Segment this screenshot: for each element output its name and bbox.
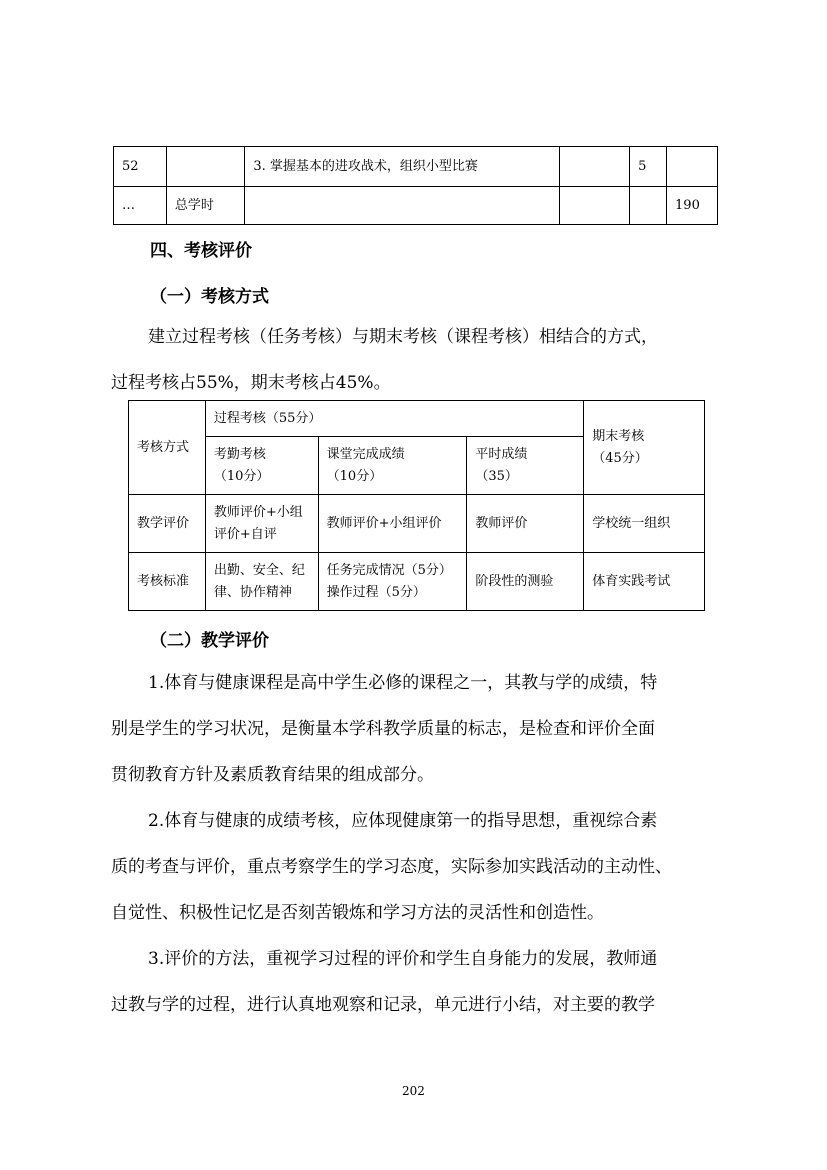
cell-line: 操作过程（5分） [326,584,426,600]
cell: 总学时 [166,187,245,225]
classwork-header [318,437,467,495]
paragraph-line: 质的考查与评价，重点考察学生的学习态度，实际参加实践活动的主动性、 [111,857,672,877]
header-line: 考勤考核 [213,446,266,462]
paragraph-line: 过教与学的过程，进行认真地观察和记录，单元进行小结，对主要的教学 [111,995,655,1015]
cell: 教学评价 [129,495,206,553]
page-number: 202 [402,1084,425,1098]
cell-line: 任务完成情况（5分） [326,562,452,578]
table-row [129,553,705,611]
cell-line: 评价+自评 [213,526,277,542]
paragraph-line: 3.评价的方法，重视学习过程的评价和学生自身能力的发展，教师通 [148,949,658,969]
attendance-header [205,437,318,495]
cell [630,187,667,225]
paragraph-line: 自觉性、积极性记忆是否刻苦锻炼和学习方法的灵活性和创造性。 [111,903,604,923]
cell: 体育实践考试 [584,553,705,611]
paragraph-line: 1.体育与健康课程是高中学生必修的课程之一，其教与学的成绩，特 [148,673,658,693]
cell: 3. 掌握基本的进攻战术，组织小型比赛 [245,147,559,187]
paragraph-line: 2.体育与健康的成绩考核，应体现健康第一的指导思想，重视综合素 [148,811,658,831]
header-line: （35） [475,468,518,484]
table-row [114,187,718,225]
cell-line: 出勤、安全、纪 [213,562,305,578]
intro-line: 过程考核占55%，期末考核占45%。 [111,373,391,393]
cell: 教师评价 [467,495,584,553]
cell: 阶段性的测验 [467,553,584,611]
cell [559,187,629,225]
section-heading: 四、考核评价 [150,241,252,261]
subsection-heading: （一）考核方式 [150,287,269,307]
paragraph-line: 贯彻教育方针及素质教育结果的组成部分。 [111,765,434,785]
table-row [129,495,705,553]
usual-header [467,437,584,495]
cell [205,553,318,611]
method-label: 考核方式 [129,401,206,495]
subsection-heading: （二）教学评价 [150,631,269,651]
cell-line: 律、协作精神 [213,584,292,600]
cell-line: 教师评价+小组 [213,504,303,520]
cell [166,147,245,187]
final-label-line: （45分） [592,450,648,466]
cell: 190 [667,187,718,225]
cell: 学校统一组织 [584,495,705,553]
cell [245,187,559,225]
table-row [114,147,718,187]
cell: 教师评价+小组评价 [318,495,467,553]
cell [318,553,467,611]
cell: 考核标准 [129,553,206,611]
final-label-line: 期末考核 [592,428,645,444]
paragraph-line: 别是学生的学习状况，是衡量本学科教学质量的标志，是检查和评价全面 [111,719,655,739]
cell [559,147,629,187]
header-line: （10分） [213,468,270,484]
cell: 5 [630,147,667,187]
process-label: 过程考核（55分） [205,401,583,437]
assessment-table [128,400,705,611]
header-line: 平时成绩 [475,446,528,462]
header-line: 课堂完成成绩 [326,446,405,462]
intro-line: 建立过程考核（任务考核）与期末考核（课程考核）相结合的方式， [148,327,658,347]
cell: … [114,187,167,225]
cell [205,495,318,553]
header-line: （10分） [326,468,383,484]
table-row [129,401,705,437]
final-label [584,401,705,495]
top-table [113,146,718,225]
cell [667,147,718,187]
cell: 52 [114,147,167,187]
